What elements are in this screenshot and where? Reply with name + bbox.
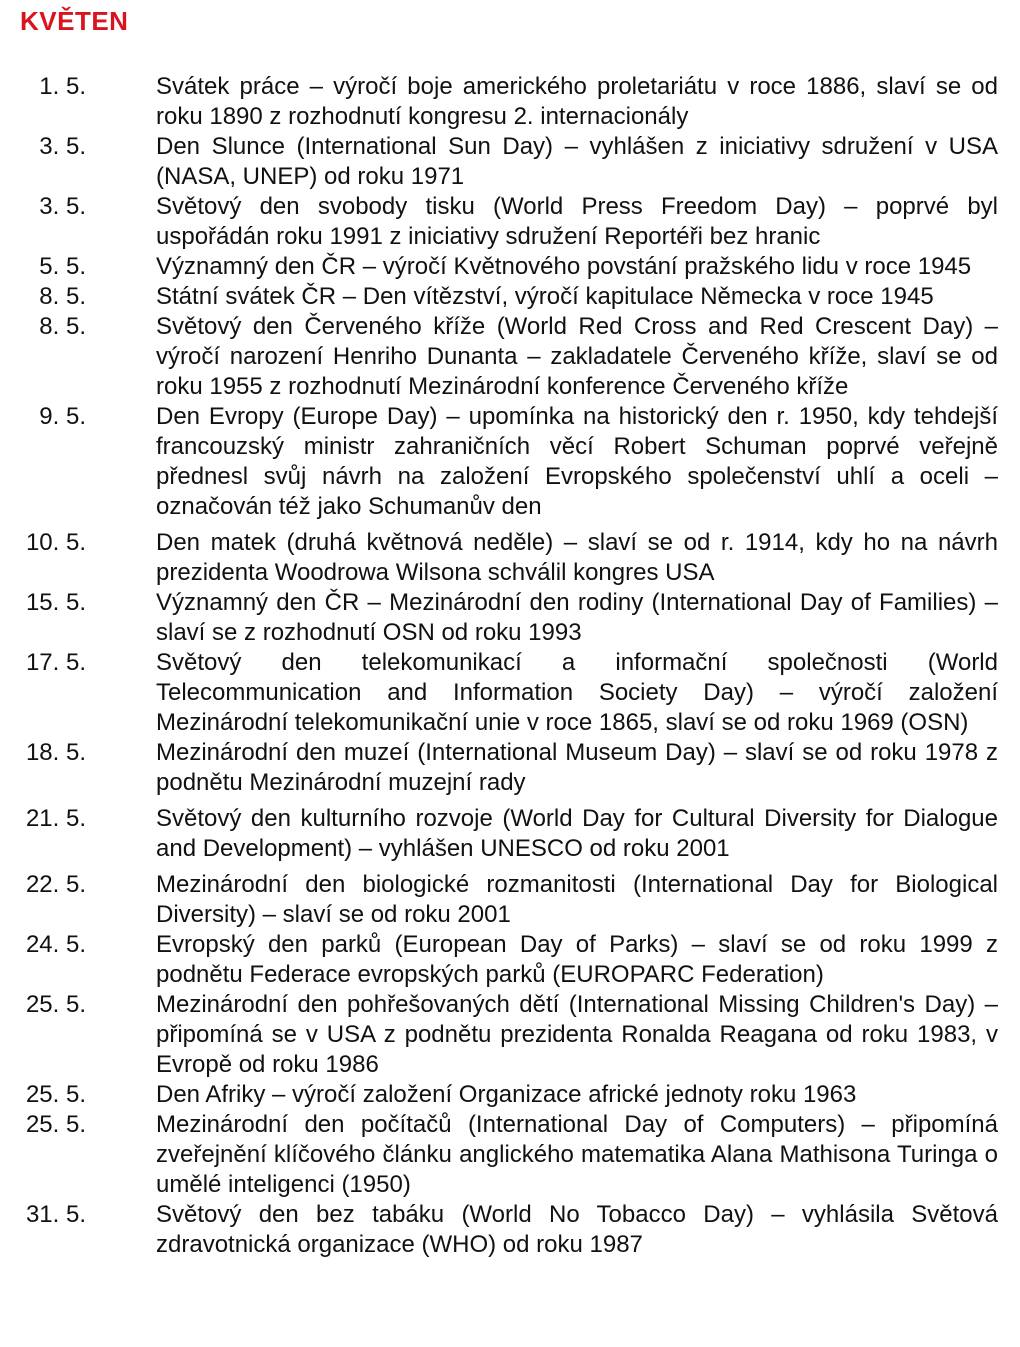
entry-date: 10. 5. xyxy=(25,529,86,556)
list-item xyxy=(0,870,1020,930)
entry-text: Státní svátek ČR – Den vítězství, výročí kapitulace Německa v roce 1945 xyxy=(156,283,934,310)
entry-text: Významný den ČR – výročí Květnového povstání pražského lidu v roce 1945 xyxy=(156,253,972,280)
entries-list xyxy=(0,72,1020,1260)
entry-date: 5. 5. xyxy=(39,253,86,280)
entry-text: Mezinárodní den pohřešovaných dětí (International Missing Children's Day) – připomíná se v USA z podnětu prezidenta Ronalda Reagana od roku 1983, v Evropě od roku 1986 xyxy=(156,991,998,1078)
list-item xyxy=(0,1200,1020,1260)
list-item xyxy=(0,930,1020,990)
entry-date: 9. 5. xyxy=(39,403,86,430)
list-item xyxy=(0,804,1020,864)
list-item xyxy=(0,402,1020,522)
entry-text: Mezinárodní den počítačů (International Day of Computers) – připomíná zveřejnění klíčového článku anglického matematika Alana Mathisona Turinga o umělé inteligenci (1950) xyxy=(156,1111,998,1198)
entry-date: 31. 5. xyxy=(25,1201,86,1228)
entry-date: 1. 5. xyxy=(39,73,86,100)
list-item xyxy=(0,72,1020,132)
entry-date: 3. 5. xyxy=(39,193,86,220)
list-item xyxy=(0,282,1020,312)
entry-date: 21. 5. xyxy=(25,805,86,832)
entry-date: 18. 5. xyxy=(25,739,86,766)
entry-text: Světový den kulturního rozvoje (World Day for Cultural Diversity for Dialogue and Development) – vyhlášen UNESCO od roku 2001 xyxy=(156,805,998,862)
month-title: KVĚTEN xyxy=(20,6,129,36)
entry-text: Den matek (druhá květnová neděle) – slaví se od r. 1914, kdy ho na návrh prezidenta Woodrowa Wilsona schválil kongres USA xyxy=(156,529,998,586)
entry-date: 15. 5. xyxy=(25,589,86,616)
entry-text: Svátek práce – výročí boje amerického proletariátu v roce 1886, slaví se od roku 1890 z rozhodnutí kongresu 2. internacionály xyxy=(156,73,998,130)
list-item xyxy=(0,648,1020,738)
entry-date: 25. 5. xyxy=(25,991,86,1018)
entry-date: 24. 5. xyxy=(25,931,86,958)
list-item xyxy=(0,1080,1020,1110)
entry-text: Mezinárodní den muzeí (International Museum Day) – slaví se od roku 1978 z podnětu Mezinárodní muzejní rady xyxy=(156,739,998,796)
entry-date: 25. 5. xyxy=(25,1111,86,1138)
list-item xyxy=(0,1110,1020,1200)
entry-text: Den Afriky – výročí založení Organizace africké jednoty roku 1963 xyxy=(156,1081,857,1108)
entry-text: Světový den Červeného kříže (World Red Cross and Red Crescent Day) – výročí narození Henriho Dunanta – zakladatele Červeného kříže, slaví se od roku 1955 z rozhodnutí Mezinárodní konference Červeného kříže xyxy=(156,313,998,400)
entry-text: Evropský den parků (European Day of Parks) – slaví se od roku 1999 z podnětu Federace evropských parků (EUROPARC Federation) xyxy=(156,931,998,988)
entry-date: 22. 5. xyxy=(25,871,86,898)
entry-date: 17. 5. xyxy=(25,649,86,676)
list-item xyxy=(0,192,1020,252)
list-item xyxy=(0,588,1020,648)
list-item xyxy=(0,738,1020,798)
list-item xyxy=(0,528,1020,588)
entry-text: Světový den telekomunikací a informační společnosti (World Telecommunication and Information Society Day) – výročí založení Mezinárodní telekomunikační unie v roce 1865, slaví se od roku 1969 (OSN) xyxy=(156,649,998,736)
entry-text: Světový den bez tabáku (World No Tobacco Day) – vyhlásila Světová zdravotnická organizace (WHO) od roku 1987 xyxy=(156,1201,998,1258)
entry-date: 25. 5. xyxy=(25,1081,86,1108)
list-item xyxy=(0,132,1020,192)
entry-date: 8. 5. xyxy=(39,283,86,310)
entry-text: Významný den ČR – Mezinárodní den rodiny (International Day of Families) – slaví se z rozhodnutí OSN od roku 1993 xyxy=(156,589,998,646)
entry-text: Světový den svobody tisku (World Press Freedom Day) – poprvé byl uspořádán roku 1991 z iniciativy sdružení Reportéři bez hranic xyxy=(156,193,998,250)
list-item xyxy=(0,990,1020,1080)
list-item xyxy=(0,252,1020,282)
entry-text: Den Evropy (Europe Day) – upomínka na historický den r. 1950, kdy tehdejší francouzský ministr zahraničních věcí Robert Schuman poprvé veřejně přednesl svůj návrh na založení Evropského společenství uhlí a oceli – označován též jako Schumanův den xyxy=(156,403,998,520)
entry-text: Den Slunce (International Sun Day) – vyhlášen z iniciativy sdružení v USA (NASA, UNEP) od roku 1971 xyxy=(156,133,998,190)
entry-date: 8. 5. xyxy=(39,313,86,340)
entry-text: Mezinárodní den biologické rozmanitosti (International Day for Biological Diversity) – slaví se od roku 2001 xyxy=(156,871,998,928)
entry-date: 3. 5. xyxy=(39,133,86,160)
list-item xyxy=(0,312,1020,402)
